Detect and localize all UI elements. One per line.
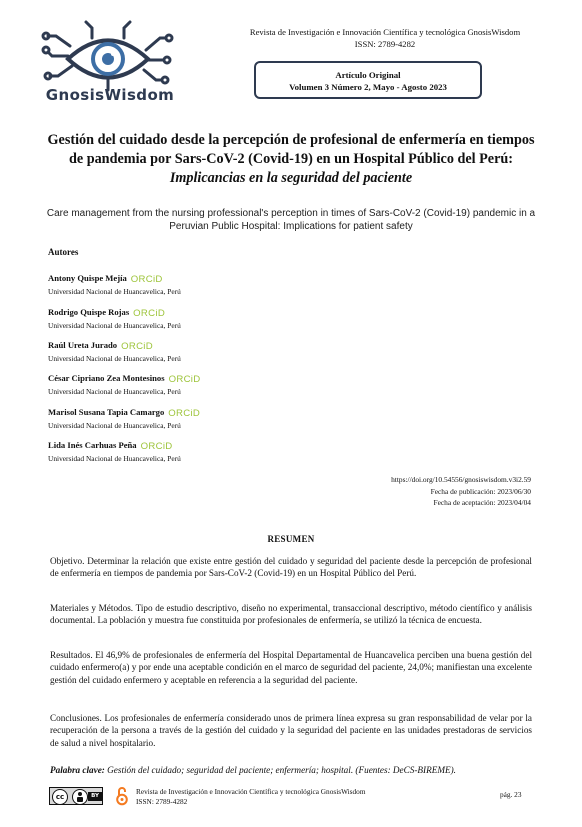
author-entry [48, 402, 368, 430]
author-affiliation: Universidad Nacional de Huancavelica, Perú [48, 354, 181, 363]
author-name: Raúl Ureta Jurado [48, 340, 118, 350]
author-name: Antony Quispe Mejía [48, 273, 127, 283]
journal-name: Revista de Investigación e Innovación Científica y tecnológica GnosisWisdom [249, 27, 521, 37]
orcid-link[interactable]: ORCiD [130, 274, 163, 285]
footer-issn: ISSN: 2789-4282 [136, 797, 188, 806]
orcid-link[interactable]: ORCiD [168, 374, 201, 385]
orcid-link[interactable]: ORCiD [133, 308, 166, 319]
author-name: Rodrigo Quispe Rojas [48, 307, 130, 317]
author-affiliation: Universidad Nacional de Huancavelica, Perú [48, 454, 181, 463]
journal-issn: ISSN: 2789-4282 [354, 39, 416, 49]
author-entry [48, 268, 368, 296]
volume-info: Volumen 3 Número 2, Mayo - Agosto 2023 [289, 82, 447, 92]
keywords [50, 764, 532, 776]
author-entry [48, 368, 368, 396]
author-name: Lida Inés Carhuas Peña [48, 440, 137, 450]
orcid-link[interactable]: ORCiD [140, 441, 173, 452]
authors-label: Autores [48, 247, 79, 257]
orcid-link[interactable]: ORCiD [168, 408, 201, 419]
author-name: Marisol Susana Tapia Camargo [48, 407, 165, 417]
abstract-results: Resultados. El 46,9% de profesionales de enfermería del Hospital Departamental de Huancavelica perciben una buena gestión del cuidado enfermero(a) y por ende una aceptable condición en el marco de seguridad del paciente, 24,0%; manifiestan una excelente gestión del cuidado enfermero y aceptable en referencia a la seguridad del paciente. [50, 650, 532, 685]
author-entry [48, 435, 368, 463]
author-affiliation: Universidad Nacional de Huancavelica, Perú [48, 421, 181, 430]
abstract-methods: Materiales y Métodos. Tipo de estudio descriptivo, diseño no experimental, transaccional descriptivo, método científico y análisis documental. La población y muestra fue constituida por profesionales de enfermería, se utilizó la técnica de encuesta. [50, 603, 532, 626]
cc-icon [52, 789, 68, 805]
title-english: Care management from the nursing professional's perception in times of Sars-CoV-2 (Covid-19) pandemic in a Peruvian Public Hospital: Implications for patient safety [46, 208, 536, 232]
publication-date: Fecha de publicación: 2023/06/30 [430, 486, 531, 496]
author-entry [48, 335, 368, 363]
cc-by-badge[interactable] [49, 787, 103, 805]
keywords-list: Gestión del cuidado; seguridad del paciente; enfermería; hospital. (Fuentes: DeCS-BIREME). [104, 765, 456, 775]
keywords-label: Palabra clave: [50, 765, 105, 775]
abstract-heading: RESUMEN [267, 534, 315, 544]
journal-logo [38, 14, 178, 106]
by-label: BY [88, 792, 102, 801]
doi-link[interactable]: https://doi.org/10.54556/gnosiswisdom.v3i2.59 [391, 475, 531, 484]
footer-journal [136, 787, 366, 807]
article-meta [300, 474, 531, 509]
title-spanish [40, 131, 542, 188]
cc-label: cc [55, 793, 65, 801]
article-type: Artículo Original [335, 70, 401, 80]
author-affiliation: Universidad Nacional de Huancavelica, Perú [48, 321, 181, 330]
journal-header [205, 26, 565, 50]
author-affiliation: Universidad Nacional de Huancavelica, Perú [48, 287, 181, 296]
page-number: pág. 23 [500, 790, 522, 799]
orcid-link[interactable]: ORCiD [121, 341, 153, 352]
by-person-icon [72, 789, 88, 805]
author-entry [48, 302, 368, 330]
abstract-conclusions: Conclusiones. Los profesionales de enfermería considerado unos de primera línea expresa su gran responsabilidad de velar por la recuperación de la persona a través de la gestión del cuidado y la seguridad del paciente en las unidades prestadoras de servicios de salud a nivel hospitalario. [50, 713, 532, 748]
author-name: César Cipriano Zea Montesinos [48, 373, 165, 383]
article-type-box [254, 61, 482, 99]
acceptance-date: Fecha de aceptación: 2023/04/04 [433, 498, 531, 507]
logo-text: GnosisWisdom [45, 86, 175, 104]
abstract-objective: Objetivo. Determinar la relación que existe entre gestión del cuidado y seguridad del paciente desde la percepción de profesional de enfermería en tiempos de pandemia por Sars-CoV-2 (Covid-19) en un Hospital Público del Perú. [50, 556, 532, 579]
author-affiliation: Universidad Nacional de Huancavelica, Perú [48, 387, 181, 396]
footer-journal-name: Revista de Investigación e Innovación Científica y tecnológica GnosisWisdom [136, 787, 366, 796]
title-spanish-main: Gestión del cuidado desde la percepción de profesional de enfermería en tiempos de pandemia por Sars-CoV-2 (Covid-19) en un Hospital Público del Perú: [47, 132, 535, 167]
open-access-icon [116, 786, 128, 806]
title-spanish-italic: Implicancias en la seguridad del paciente [169, 170, 413, 186]
